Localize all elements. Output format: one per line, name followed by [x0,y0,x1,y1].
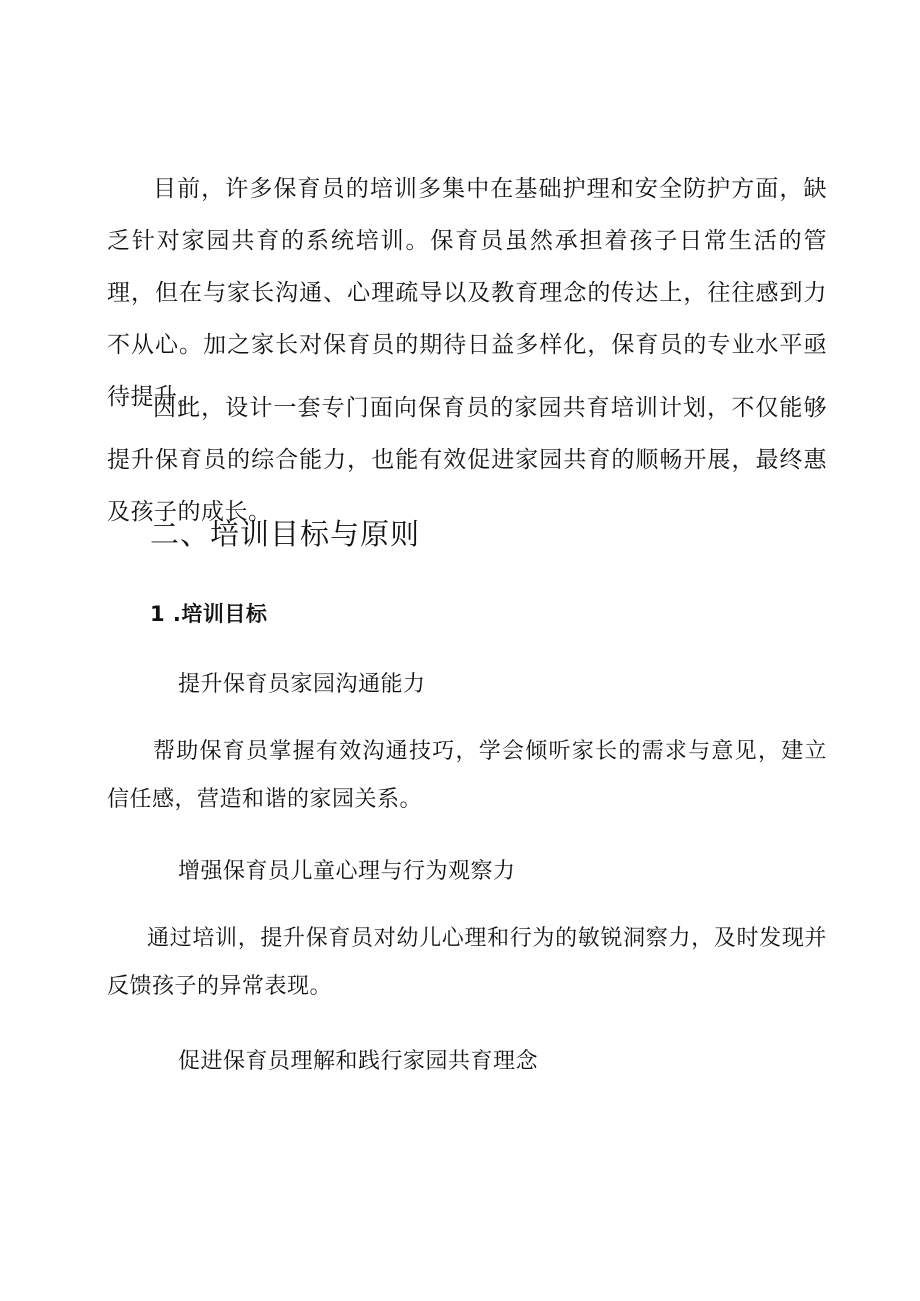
goal-title-philosophy: 促进保育员理解和践行家园共育理念 [178,1049,539,1074]
goal-title-observation: 增强保育员儿童心理与行为观察力 [178,859,516,884]
section-heading: 二、培训目标与原则 [150,517,421,551]
goal-body-observation: 通过培训，提升保育员对幼儿心理和行为的敏锐洞察力，及时发现并反馈孩子的异常表现。 [107,926,827,999]
goal-title-communication: 提升保育员家园沟通能力 [178,672,426,697]
goal-body-communication: 帮助保育员掌握有效沟通技巧，学会倾听家长的需求与意见，建立信任感，营造和谐的家园关系。 [107,739,827,812]
conclusion-paragraph: 因此，设计一套专门面向保育员的家园共育培训计划，不仅能够提升保育员的综合能力，也能有效促进家园共育的顺畅开展，最终惠及孩子的成长。 [107,395,827,525]
intro-paragraph: 目前，许多保育员的培训多集中在基础护理和安全防护方面，缺乏针对家园共育的系统培训。保育员虽然承担着孩子日常生活的管理，但在与家长沟通、心理疏导以及教育理念的传达上，往往感到力不从心。加之家长对保育员的期待日益多样化，保育员的专业水平亟待提升。 [107,176,827,410]
subsection-heading: 1 .培训目标 [150,602,268,626]
